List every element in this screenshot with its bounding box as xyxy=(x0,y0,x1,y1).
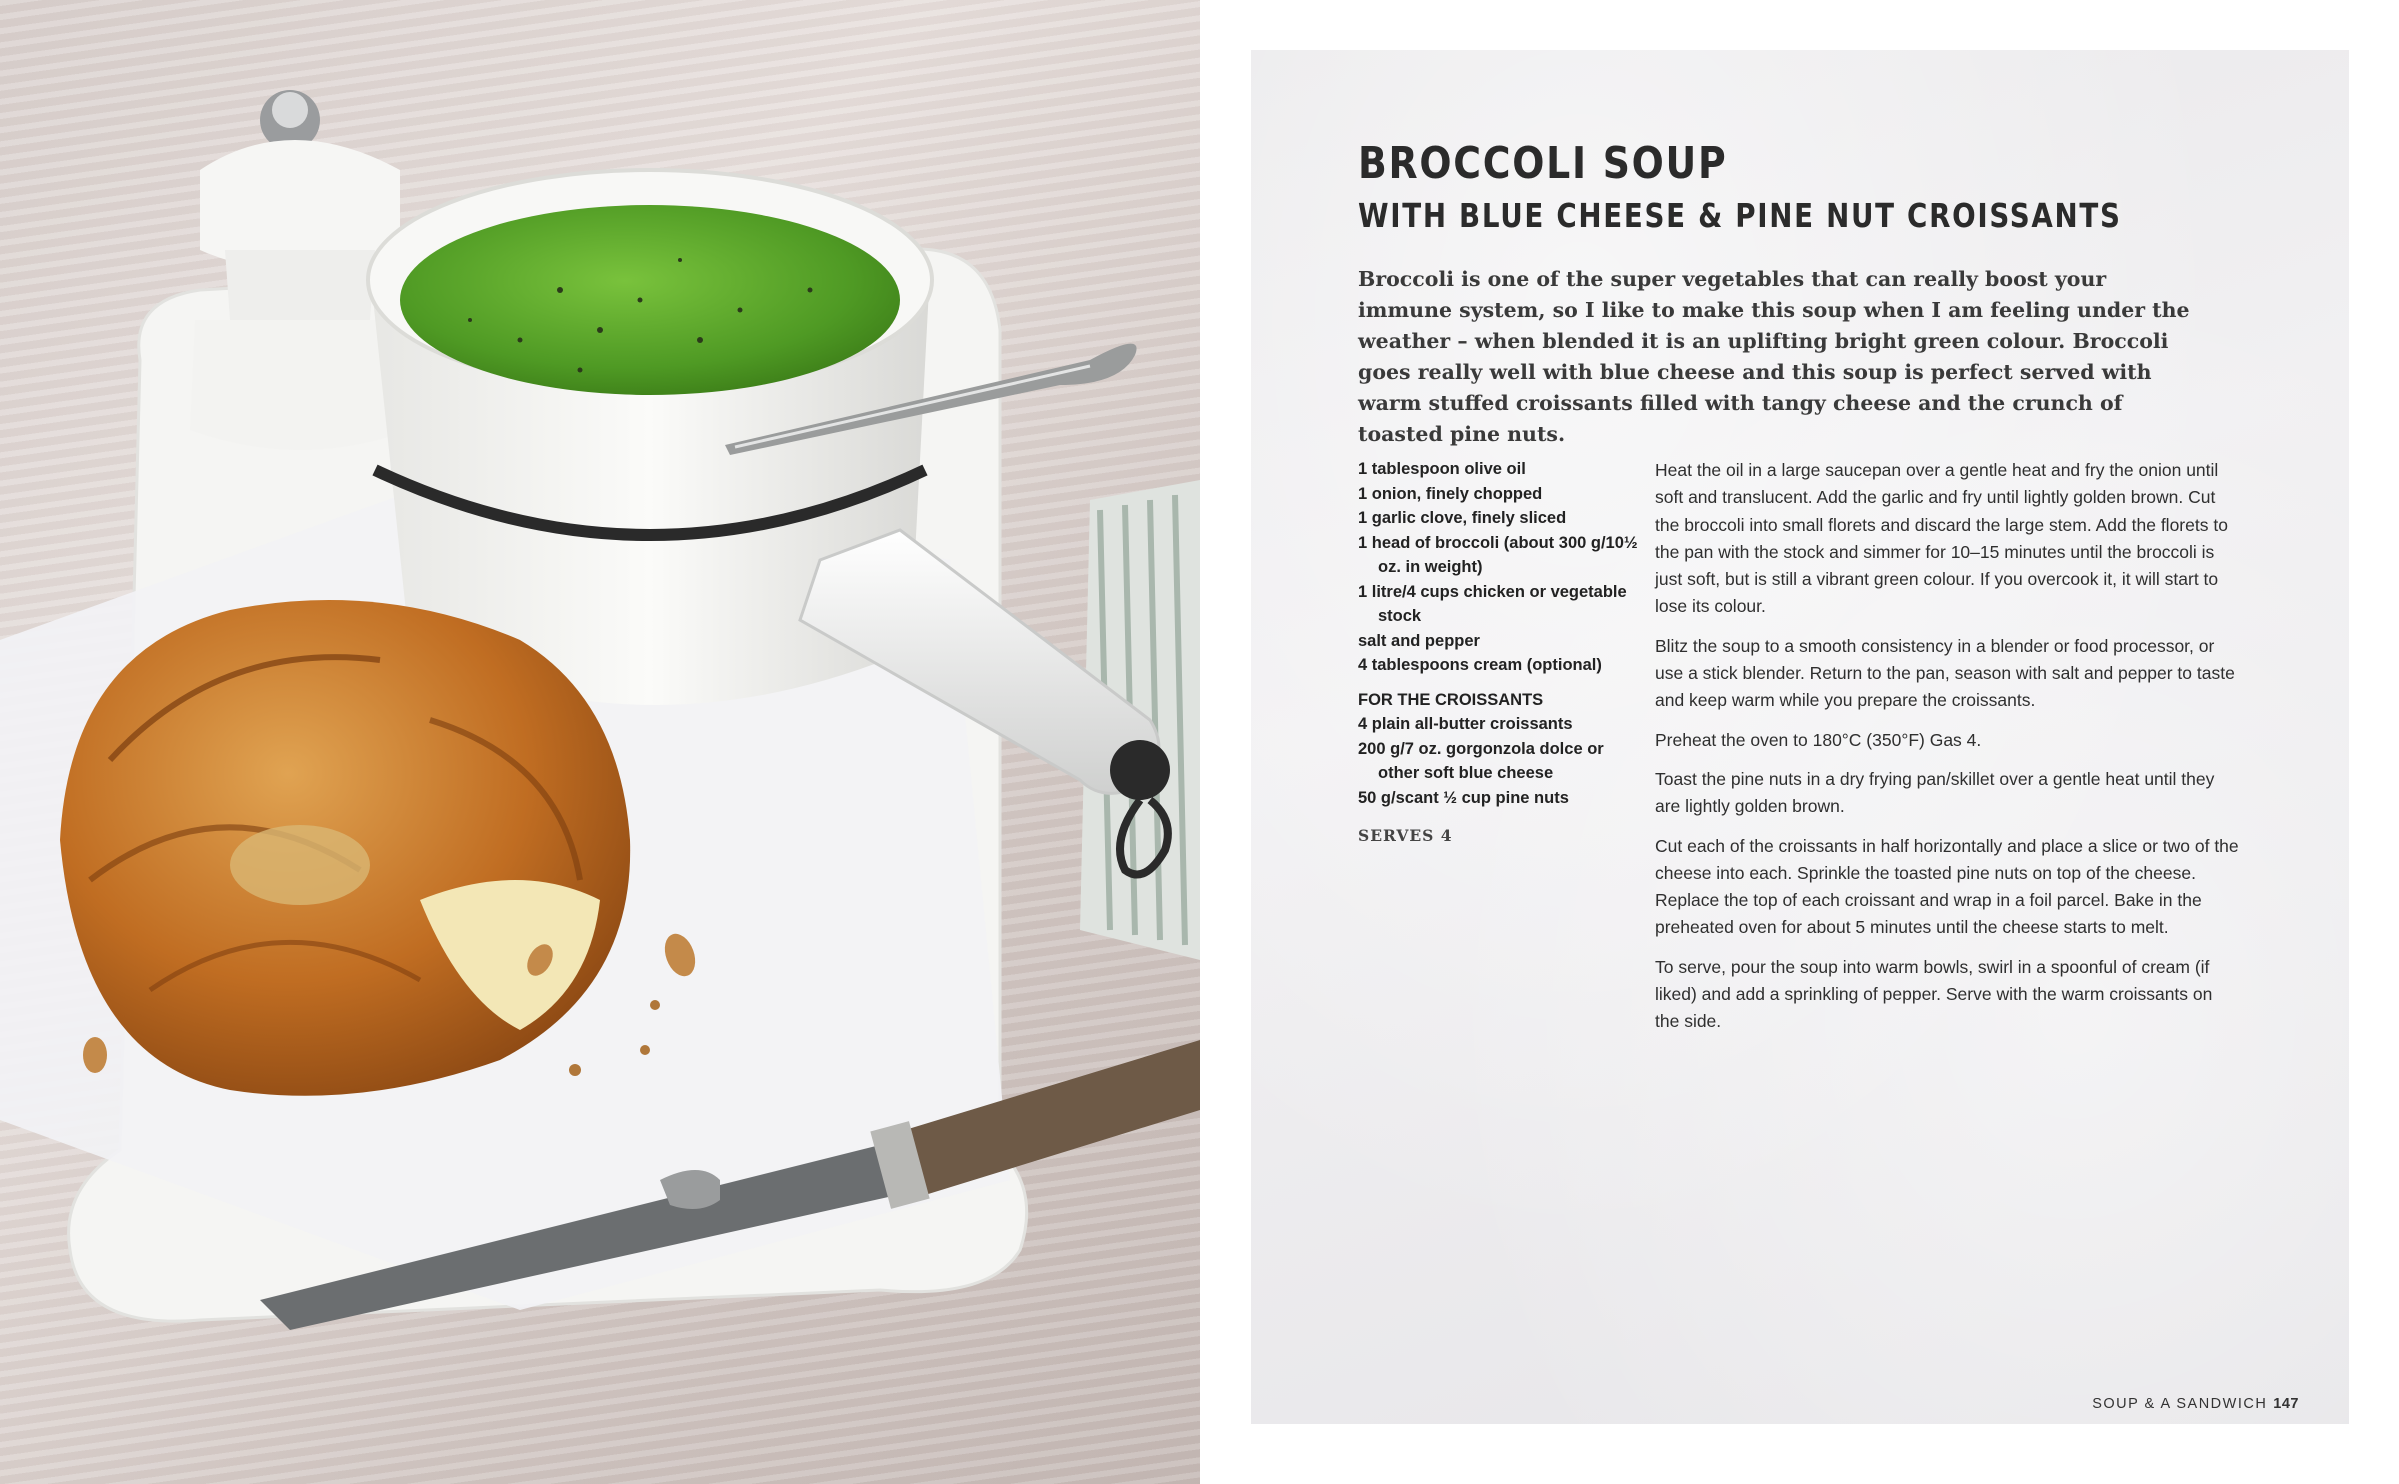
ingredient-item: salt and pepper xyxy=(1358,631,1480,650)
section-name: SOUP & A SANDWICH xyxy=(2092,1396,2268,1412)
ingredient-item: 4 tablespoons cream (optional) xyxy=(1358,656,1602,674)
method-step: Toast the pine nuts in a dry frying pan/skillet over a gentle heat until they are lightly golden brown. xyxy=(1655,768,2215,817)
method-step: Preheat the oven to 180°C (350°F) Gas 4. xyxy=(1655,729,1982,750)
ingredients-list xyxy=(1358,457,1648,849)
green-soup xyxy=(400,205,900,395)
method-steps xyxy=(1655,457,2240,1048)
ingredient-item: 1 litre/4 cups chicken or vegetable stock xyxy=(1358,582,1627,625)
recipe-subtitle: WITH BLUE CHEESE & PINE NUT CROISSANTS xyxy=(1358,196,2122,235)
page-number: 147 xyxy=(2273,1396,2299,1412)
ingredient-item: 1 head of broccoli (about 300 g/10½ oz. in weight) xyxy=(1358,533,1638,576)
recipe-title: BROCCOLI SOUP xyxy=(1358,138,1728,189)
serves-label: SERVES 4 xyxy=(1358,826,1453,845)
croissant-ingredient-item: 50 g/scant ½ cup pine nuts xyxy=(1358,788,1569,807)
ingredient-item: 1 tablespoon olive oil xyxy=(1358,460,1526,478)
page-footer xyxy=(2092,1396,2299,1412)
recipe-page xyxy=(1251,50,2349,1424)
croissant xyxy=(60,600,630,1096)
ingredient-item: 1 garlic clove, finely sliced xyxy=(1358,509,1567,527)
method-step: Heat the oil in a large saucepan over a gentle heat and fry the onion until soft and translucent. Add the garlic and fry until lightly golden brown. Cut the broccoli into small florets and discard the large stem. Add the florets to the pan with the stock and simmer for 10–15 minutes until the broccoli is just soft, but is still a vibrant green colour. If you overcook it, it will start to lose its colour. xyxy=(1655,460,2228,617)
croissants-heading: FOR THE CROISSANTS xyxy=(1358,690,1544,709)
method-step: To serve, pour the soup into warm bowls, swirl in a spoonful of cream (if liked) and add a sprinkling of pepper. Serve with the warm croissants on the side. xyxy=(1655,956,2213,1032)
croissant-ingredient-item: 200 g/7 oz. gorgonzola dolce or other soft blue cheese xyxy=(1358,739,1604,782)
croissant-ingredient-item: 4 plain all-butter croissants xyxy=(1358,715,1573,733)
method-step: Blitz the soup to a smooth consistency in a blender or food processor, or use a stick blender. Return to the pan, season with salt and pepper to taste and keep warm while you prepare the croissants. xyxy=(1655,635,2235,711)
recipe-intro: Broccoli is one of the super vegetables that can really boost your immune system, so I like to make this soup when I am feeling under the weather – when blended it is an uplifting bright green colour. Broccoli goes really well with blue cheese and this soup is perfect served with warm stuffed croissants filled with tangy cheese and the crunch of toasted pine nuts. xyxy=(1358,267,2190,446)
method-step: Cut each of the croissants in half horizontally and place a slice or two of the cheese into each. Sprinkle the toasted pine nuts on top of the cheese. Replace the top of each croissant and wrap in a foil parcel. Bake in the preheated oven for about 5 minutes until the cheese starts to melt. xyxy=(1655,835,2239,938)
ingredient-item: 1 onion, finely chopped xyxy=(1358,484,1543,503)
